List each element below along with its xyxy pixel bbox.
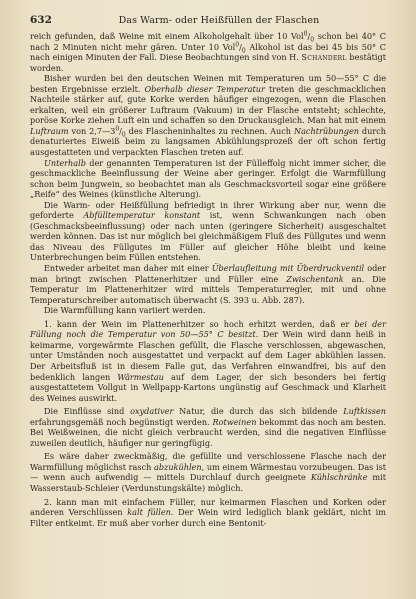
running-head: Das Warm- oder Heißfüllen der Flaschen <box>118 15 320 26</box>
paragraph: Es wäre daher zweckmäßig, die gefüllte und verschlossene Flasche nach der Warmfüllung möglichst rasch abzukühlen, um einem Wärmestau vorzubeugen. Das ist — wenn auch aufwendig — mittels Durchlauf durch geeignete Kühlschränke mit Wasserstaub-Schleier (Verdunstungskälte) möglich. <box>30 451 386 493</box>
paragraph: 2. kann man mit einfachem Füller, nur keimarmen Flaschen und Korken oder anderen Verschlüssen kalt füllen. Der Wein wird lediglich blank geklärt, nicht im Filter entkeimt. Er muß aber vorher durch eine Bentonit- <box>30 496 386 528</box>
paragraph: Entweder arbeitet man daher mit einer Überlaufleitung mit Überdruckventil oder man bringt zwischen Plattenerhitzer und Füller eine Zwischentank an. Die Temperatur im Plattenerhitzer wird mittels Temperaturregler, mit und ohne Temperaturschreiber automatisch überwacht (S. 393 u. Abb. 287). <box>30 263 386 305</box>
paragraph: 1. kann der Wein im Plattenerhitzer so hoch erhitzt werden, daß er bei der Füllung noch die Temperatur von 50—55° C besitzt. Der Wein wird dann heiß in keimarme, vorgewärmte Flaschen gefüllt, die Flasche verschlossen, abgewaschen, unter Umständen noch ausgestattet und verpackt auf dem Lager abkühlen lassen. Der Arbeitsfluß ist in diesem Falle gut, das Verfahren einwandfrei, bis auf den bedenklich langen Wärmestau auf dem Lager, der sich besonders bei fertig ausgestattetem Vollgut in Wellpapp-Kartons ungünstig auf Geschmack und Klarheit des Weines auswirkt. <box>30 318 386 403</box>
paragraph: Unterhalb der genannten Temperaturen ist der Fülleffolg nicht immer sicher, die geschmackliche Beeinflussung der Weine aber geringer. Erfolgt die Warmfüllung schon beim Jungwein, so beobachtet man als Geschmacksvorteil sogar eine größere „Reife“ des Weines (künstliche Alterung). <box>30 157 386 200</box>
paragraph: Die Warm- oder Heißfüllung befriedigt in ihrer Wirkung aber nur, wenn die geforderte Abfülltemperatur konstant ist, wenn Schwankungen nach oben (Geschmacksbeeinflussung) oder nach unten (geringere Sicherheit) ausgeschaltet werden können. Das ist nur möglich bei gleichmäßigem Fluß des Füllgutes und wenn das Niveau des Füllgutes im Füller auf gleicher Höhe bleibt und keine Unterbrechungen beim Füllen entstehen. <box>30 199 387 263</box>
paragraph: reich gefunden, daß Weine mit einem Alkoholgehalt über 10 $Vol^0/_0$ schon bei 40° C nach 2 Minuten nicht mehr gären. Unter 10 $Vol^0/_0$ Alkohol ist das bei 45 bis 50° C nach einigen Minuten der Fall. Diese Beobachtungen sind von H. Schanderl bestätigt worden. <box>30 30 387 73</box>
paragraph: Die Einflüsse sind oxydativer Natur, die durch das sich bildende Luftkissen erfahrungsgemäß noch begünstigt werden. Rotweinen bekommt das noch am besten. Bei Weißweinen, die nicht gleich verbraucht werden, sind die negativen Einflüsse zuweilen deutlich, häufiger nur geringfügig. <box>30 406 387 448</box>
body-text <box>30 31 386 528</box>
paragraph: Bisher wurden bei den deutschen Weinen mit Temperaturen um 50—55° C die besten Ergebnisse erzielt. Oberhalb dieser Temperatur treten die geschmacklichen Nachteile stärker auf, gute Korke werden häufiger eingezogen, wenn die Flaschen erkalten, weil ein größerer Luftraum (Vakuum) in der Flasche entsteht; schlechte, poröse Korke ziehen Luft ein und schaffen so den Druckausgleich. Man hat mit einem Luftraum von $2,7—3^0/_0$ des Flascheninhaltes zu rechnen. Auch Nachtrübungen durch denaturiertes Eiweiß beim zu langsamen Abkühlungsprozeß der oft schon fertig ausgestatteten und verpackten Flaschen treten auf. <box>30 73 386 158</box>
page-header <box>30 14 386 27</box>
paragraph: Die Warmfüllung kann variiert werden. <box>44 305 206 316</box>
page-number: 632 <box>30 14 52 26</box>
